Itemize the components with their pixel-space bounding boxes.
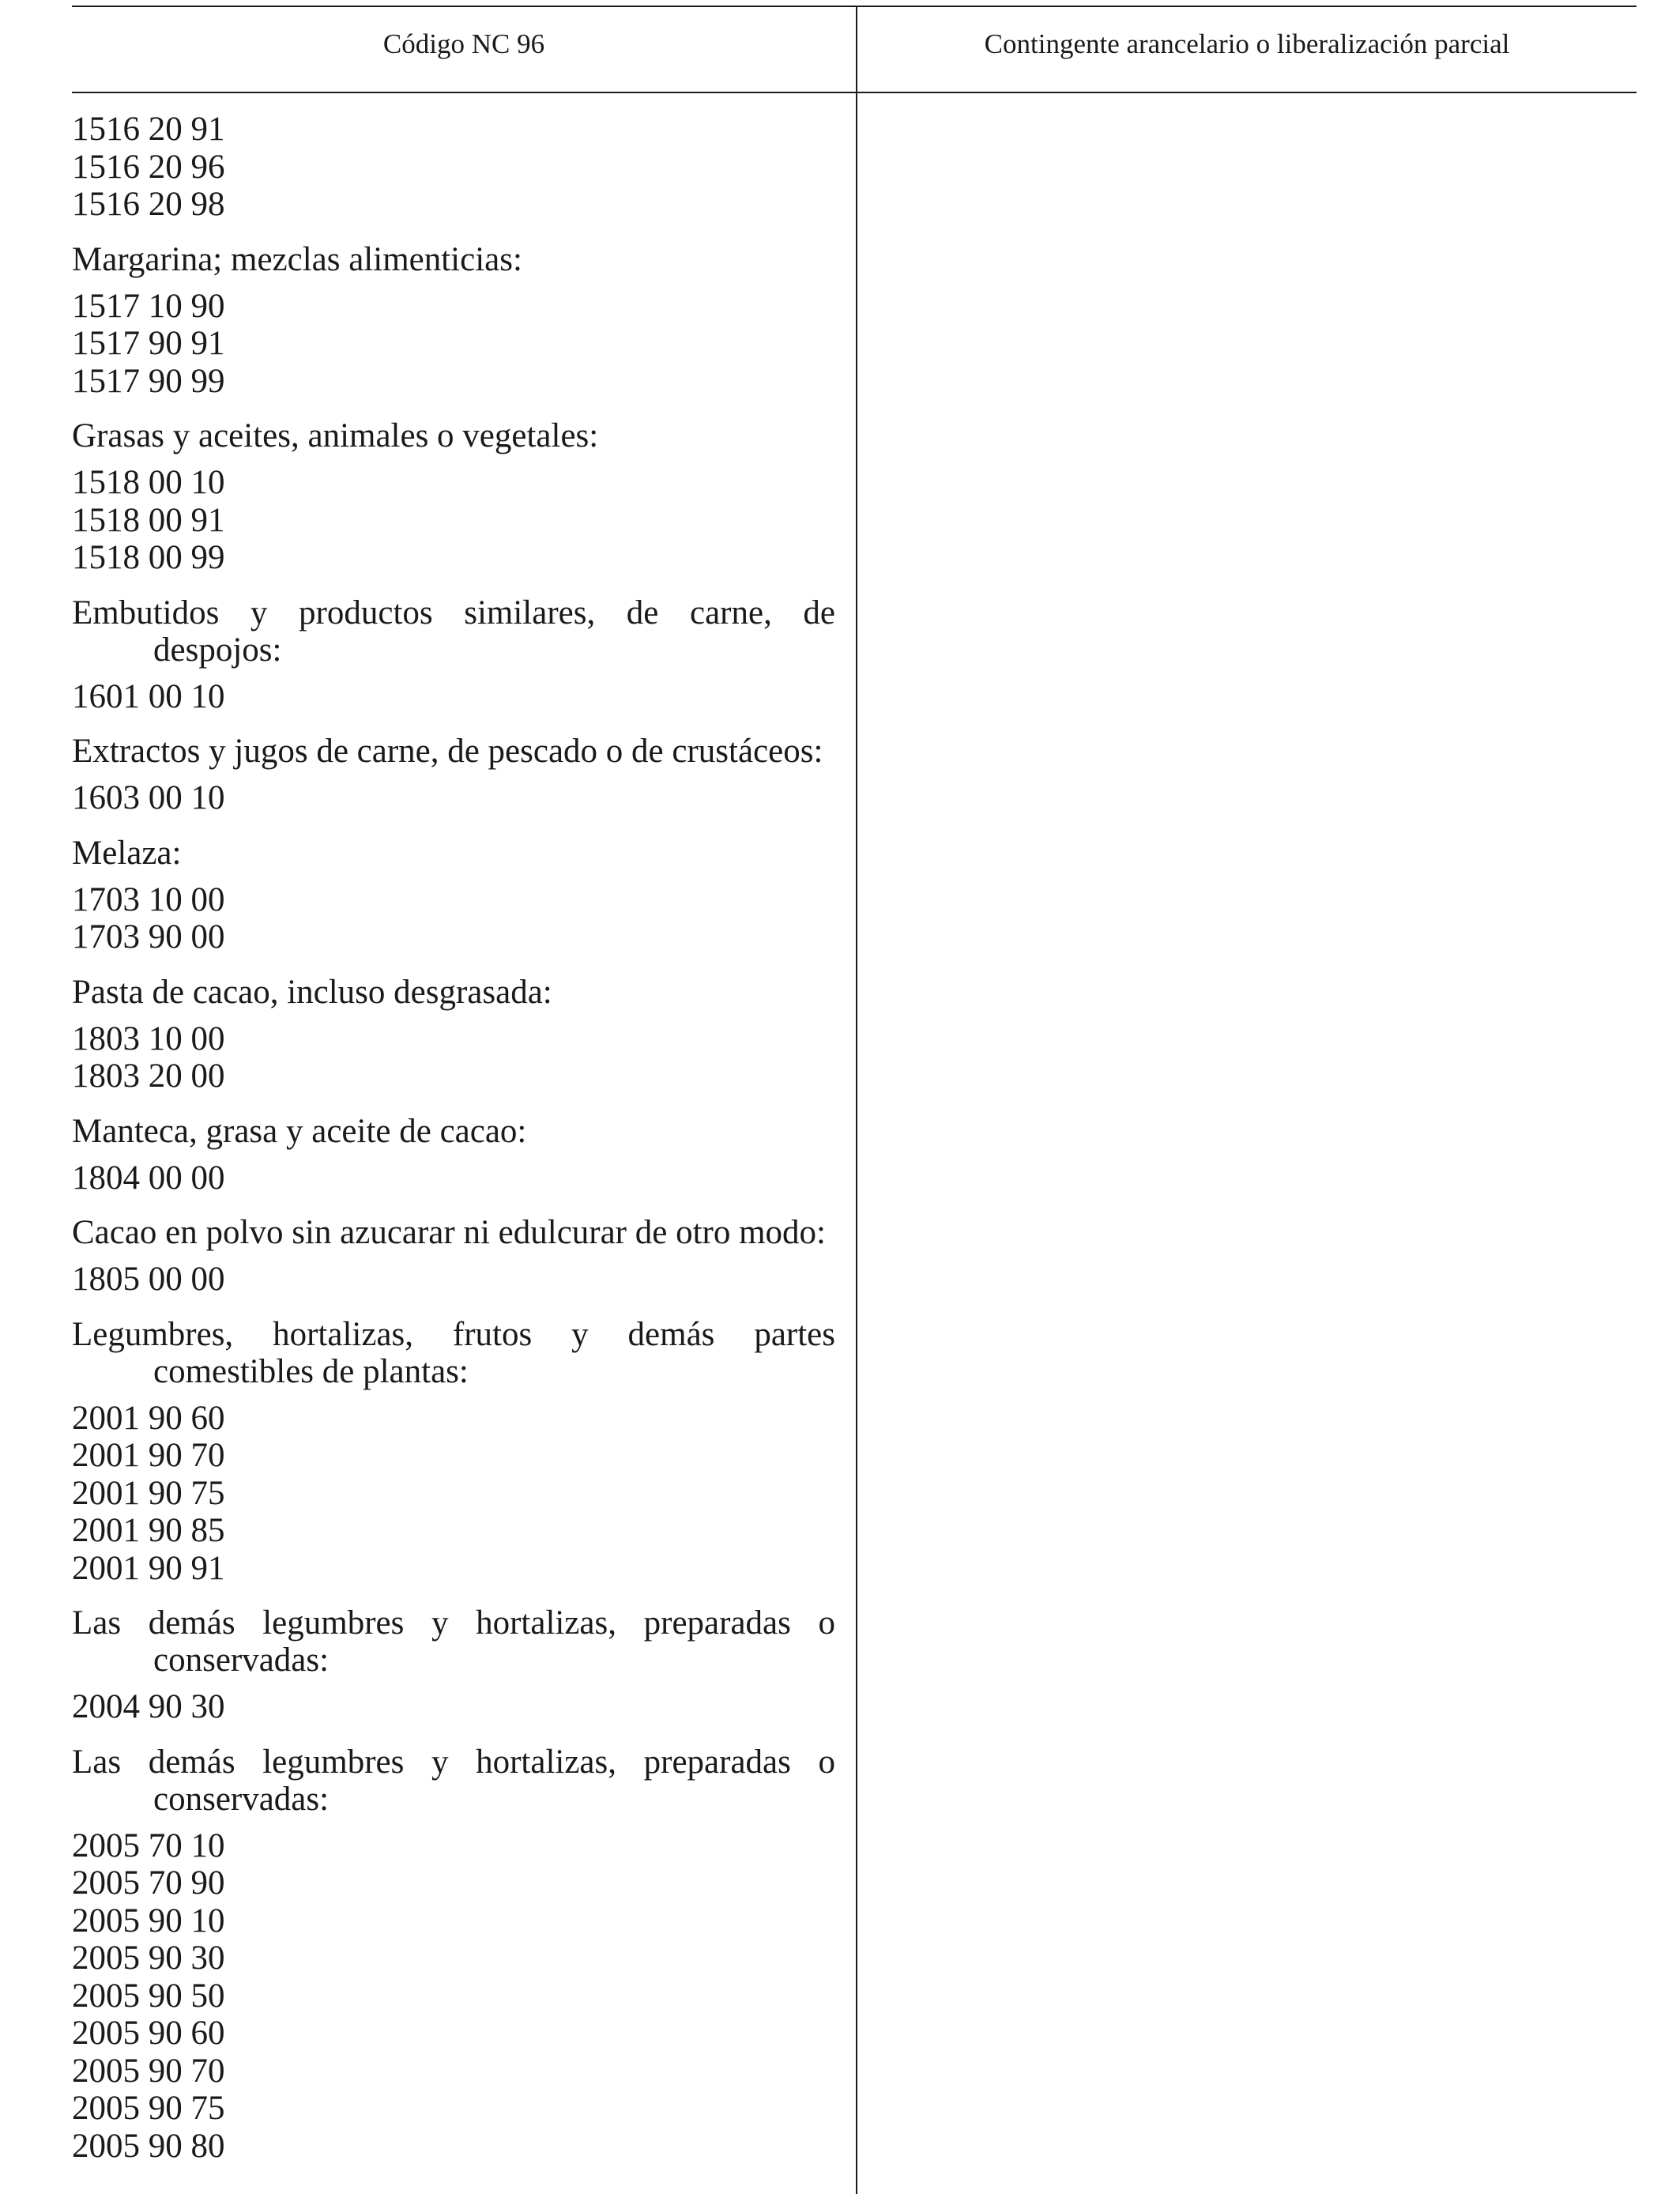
nc-code: 2001 90 85 <box>72 1512 225 1549</box>
group-heading: Grasas y aceites, animales o vegetales: <box>72 417 599 454</box>
nc-code: 1803 10 00 <box>72 1020 225 1057</box>
column-divider <box>856 6 857 2194</box>
nc-code: 1703 90 00 <box>72 918 225 956</box>
product-group <box>72 417 835 577</box>
product-group <box>72 1113 835 1197</box>
nc-code: 1703 10 00 <box>72 880 225 918</box>
nc-code: 1517 10 90 <box>72 287 225 325</box>
nc-code: 2005 90 30 <box>72 1940 225 1977</box>
column-header-quota: Contingente arancelario o liberalización parcial <box>984 28 1510 59</box>
nc-code: 1603 00 10 <box>72 779 225 816</box>
nc-code: 2005 70 90 <box>72 1864 225 1902</box>
group-heading: Las demás legumbres y hortalizas, preparadas o conservadas: <box>72 1743 835 1818</box>
group-heading: Pasta de cacao, incluso desgrasada: <box>72 973 552 1011</box>
nc-code: 1518 00 99 <box>72 539 225 576</box>
nc-code: 1805 00 00 <box>72 1261 225 1298</box>
nc-code: 1601 00 10 <box>72 677 225 715</box>
product-group <box>72 1744 835 2166</box>
nc-code: 1517 90 91 <box>72 325 225 362</box>
nc-code: 2001 90 75 <box>72 1474 225 1512</box>
product-group <box>72 835 835 956</box>
product-group <box>72 974 835 1095</box>
nc-code: 2005 90 80 <box>72 2127 225 2165</box>
nc-code: 1804 00 00 <box>72 1159 225 1197</box>
code-column-body <box>72 111 835 2182</box>
product-group <box>72 594 835 716</box>
nc-code: 2005 90 75 <box>72 2090 225 2127</box>
nc-code: 1516 20 98 <box>72 186 225 223</box>
group-heading: Embutidos y productos similares, de carne, de despojos: <box>72 594 835 669</box>
nc-code: 2005 90 50 <box>72 1977 225 2015</box>
group-heading: Las demás legumbres y hortalizas, preparadas o conservadas: <box>72 1604 835 1679</box>
nc-code: 1518 00 91 <box>72 501 225 539</box>
nc-code: 2001 90 91 <box>72 1549 225 1587</box>
product-group <box>72 241 835 401</box>
nc-code: 2005 90 60 <box>72 2015 225 2052</box>
nc-code: 2001 90 60 <box>72 1399 225 1437</box>
group-heading: Cacao en polvo sin azucarar ni edulcurar de otro modo: <box>72 1214 826 1251</box>
nc-code: 1516 20 96 <box>72 148 225 186</box>
nc-code: 2005 70 10 <box>72 1826 225 1864</box>
group-heading: Melaza: <box>72 834 182 872</box>
group-heading: Manteca, grasa y aceite de cacao: <box>72 1112 527 1150</box>
nc-code: 1516 20 91 <box>72 111 225 148</box>
product-group <box>72 1604 835 1726</box>
group-heading: Extractos y jugos de carne, de pescado o de crustáceos: <box>72 733 823 770</box>
group-heading: Margarina; mezclas alimenticias: <box>72 240 522 278</box>
column-header-code: Código NC 96 <box>382 28 545 59</box>
product-group <box>72 733 835 817</box>
product-group <box>72 1214 835 1299</box>
product-group <box>72 1316 835 1588</box>
table-header-rule <box>72 92 1637 93</box>
nc-code: 1517 90 99 <box>72 362 225 400</box>
product-group <box>72 111 835 224</box>
nc-code: 2005 90 10 <box>72 1902 225 1940</box>
table-top-rule <box>72 6 1637 7</box>
nc-code: 2004 90 30 <box>72 1688 225 1725</box>
group-heading: Legumbres, hortalizas, frutos y demás partes comestibles de plantas: <box>72 1315 835 1390</box>
nc-code: 1518 00 10 <box>72 464 225 501</box>
nc-code: 2001 90 70 <box>72 1437 225 1474</box>
nc-code: 1803 20 00 <box>72 1057 225 1095</box>
nc-code: 2005 90 70 <box>72 2052 225 2090</box>
